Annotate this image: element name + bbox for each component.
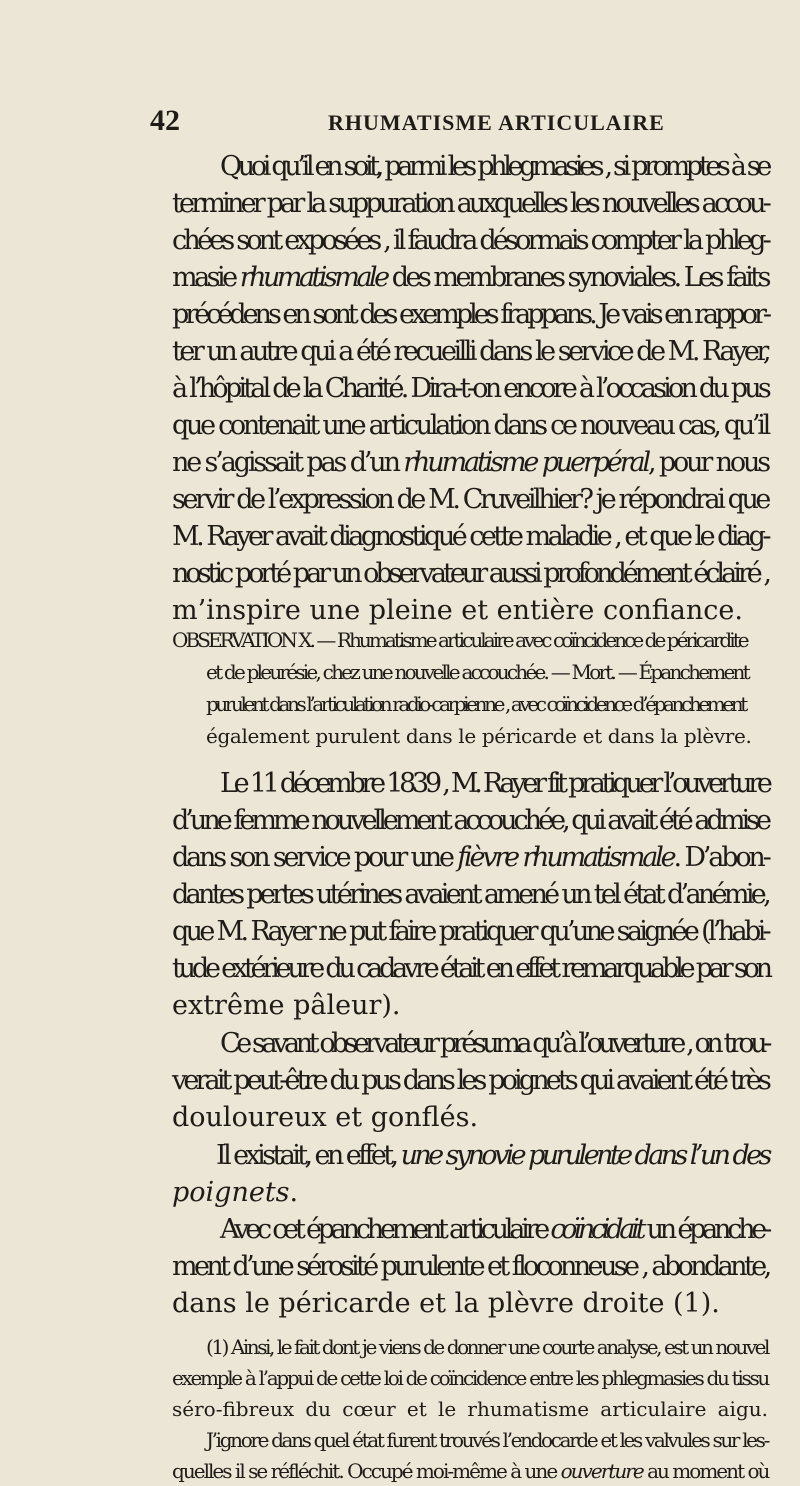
italic-text: une synovie purulente dans l’un des [400,1140,769,1171]
text-line: Le 11 décembre 1839 , M. Rayer fit pratiquer l’ouverture [220,768,769,799]
italic-text: fièvre rhumatismale [457,842,674,873]
text-line [172,1174,298,1211]
text-segment: au moment où [642,1459,769,1483]
text-line: d’une femme nouvellement accouchée, qui avait été admise [172,805,768,836]
italic-text: poignets [172,1177,290,1208]
text-line: et de pleurésie, chez une nouvelle accouchée. — Mort. — Épanchement [206,660,748,684]
text-line: séro-fibreux du cœur et le rhumatisme articulaire aigu. [172,1397,768,1421]
text-line: ter un autre qui a été recueilli dans le service de M. Rayer, [172,336,768,367]
text-line [172,444,768,481]
text-line: que M. Rayer ne put faire pratiquer qu’une saignée (l’habi- [172,916,768,947]
text-segment: Il existait, en effet, [216,1140,401,1171]
text-line: dans le péricarde et la plèvre droite (1). [172,1288,720,1319]
page-header [150,104,770,144]
text-line: précédens en sont des exemples frappans. Je vais en rappor- [172,299,768,330]
text-line [172,259,768,296]
text-segment: quelles il se réfléchit. Occupé moi-même à une [172,1459,561,1483]
text-line: tude extérieure du cadavre était en effet remarquable par son [172,953,769,984]
text-line: chées sont exposées , il faudra désormais compter la phleg- [172,225,768,256]
text-segment: . D’abon- [673,842,769,873]
text-line: également purulent dans le péricarde et dans la plèvre. [206,724,752,748]
text-segment: des membranes synoviales. Les faits [386,262,768,293]
italic-text: rhumatisme puerpéral [403,447,648,478]
text-line: M. Rayer avait diagnostiqué cette maladie , et que le diag- [172,521,768,552]
text-segment: un épanche- [642,1214,768,1245]
text-line: purulent dans l’articulation radio-carpienne , avec coïncidence d’épanchement [206,692,745,716]
text-line: exemple à l’appui de cette loi de coïncidence entre les phlegmasies du tissu [172,1366,768,1390]
page-number: 42 [150,104,180,137]
text-line: douloureux et gonflés. [172,1102,479,1133]
text-line: J’ignore dans quel état furent trouvés l’endocarde et les valvules sur les- [206,1428,768,1452]
text-line [220,1211,768,1248]
text-segment: ne s’agissait pas d’un [172,447,404,478]
running-title: RHUMATISME ARTICULAIRE [328,110,665,135]
text-line: que contenait une articulation dans ce nouveau cas, qu’il [172,410,768,441]
text-line: verait peut-être du pus dans les poignets qui avaient été très [172,1065,768,1096]
text-segment: . [289,1177,299,1208]
text-line: Ce savant observateur présuma qu’à l’ouverture , on trou- [220,1028,768,1059]
text-line [172,1456,768,1486]
text-line: dantes pertes utérines avaient amené un tel état d’anémie, [172,879,768,910]
text-line [216,1137,769,1174]
text-segment: , pour nous [647,447,768,478]
text-line: servir de l’expression de M. Cruveilhier? je répondrai que [172,484,768,515]
text-line: nostic porté par un observateur aussi profondément éclairé , [172,558,768,589]
italic-text: coïncidait [550,1214,643,1245]
text-line: OBSERVATION X. — Rhumatisme articulaire avec coïncidence de péricardite [172,628,747,652]
text-line: Quoi qu’il en soit, parmi les phlegmasies , si promptes à se [220,151,768,182]
text-segment: dans son service pour une [172,842,458,873]
italic-text: rhumatismale [239,262,387,293]
text-line: m’inspire une pleine et entière confiance. [172,595,743,626]
text-segment: masie [172,262,240,293]
text-line: (1) Ainsi, le fait dont je viens de donner une courte analyse, est un nouvel [206,1335,768,1359]
text-line: à l’hôpital de la Charité. Dira-t-on encore à l’occasion du pus [172,373,768,404]
text-line [172,839,769,876]
text-line: terminer par la suppuration auxquelles les nouvelles accou- [172,188,768,219]
italic-text: ouverture [560,1459,643,1483]
text-line: extrême pâleur). [172,990,401,1021]
text-line: ment d’une sérosité purulente et floconneuse , abondante, [172,1251,769,1282]
text-segment: Avec cet épanchement articulaire [220,1214,551,1245]
